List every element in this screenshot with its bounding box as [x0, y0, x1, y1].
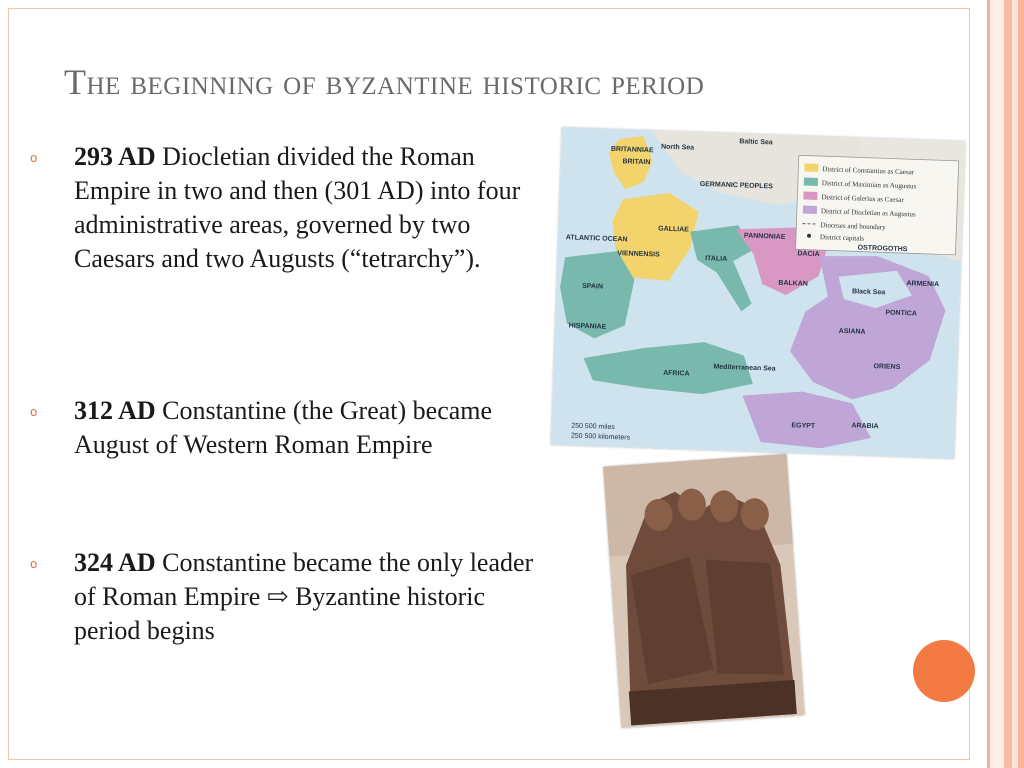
map-label: BALKAN: [778, 279, 809, 288]
legend-label: District of Galerius as Caesar: [821, 193, 904, 205]
slide-title: The beginning of byzantine historic period: [64, 62, 705, 102]
legend-label: District capitals: [819, 233, 865, 243]
map-label: BRITANNIAE: [610, 145, 654, 155]
map-label: PONTICA: [885, 309, 917, 318]
map-label: ORIENS: [873, 363, 901, 372]
map-label: HISPANIAE: [568, 322, 607, 331]
map-label: VIENNENSIS: [617, 250, 660, 259]
map-label: EGYPT: [791, 422, 816, 431]
tetrarchs-statue-image: [603, 454, 805, 728]
map-label: SPAIN: [582, 282, 604, 291]
map-label: BRITAIN: [622, 158, 651, 167]
map-label: AFRICA: [663, 369, 690, 378]
map-label: ATLANTIC OCEAN: [565, 234, 628, 244]
map-label: ASIANA: [838, 327, 866, 336]
bullet-year: 293 AD: [74, 142, 156, 171]
map-label: Baltic Sea: [739, 138, 773, 147]
map-label: ARMENIA: [906, 280, 940, 289]
legend-label: District of Maximian as Augustus: [821, 179, 917, 191]
map-scale: 250 500 kilometers: [570, 432, 631, 442]
bullet-year: 324 AD: [74, 548, 156, 577]
bullet-marker-icon: o: [30, 405, 38, 419]
map-label: ITALIA: [705, 255, 728, 263]
legend-label: District of Diocletian as Augustus: [820, 207, 916, 219]
bullet-item: [30, 394, 540, 462]
bullet-marker-icon: o: [30, 557, 38, 571]
map-label: GERMANIC PEOPLES: [699, 180, 773, 191]
arrow-icon: ⇨: [266, 582, 289, 611]
map-label: GALLIAE: [658, 225, 690, 234]
bullet-year: 312 AD: [74, 396, 156, 425]
map-label: North Sea: [660, 143, 695, 152]
map-label: Mediterranean Sea: [713, 363, 776, 373]
bullet-item: [30, 140, 540, 276]
tetrarchy-map-image: [551, 127, 966, 459]
map-scale: 250 500 miles: [571, 422, 615, 432]
map-label: OSTROGOTHS: [857, 244, 908, 254]
bullet-item: [30, 546, 540, 648]
legend-label: Dioceses and boundary: [820, 221, 886, 232]
decorative-circle: [913, 640, 975, 702]
bullet-marker-icon: o: [30, 151, 38, 165]
bullet-text: Byzantine historic period begins: [74, 582, 485, 645]
bullet-text: Diocletian divided the Roman Empire in two and then (301 AD) into four administrative areas, governed by two Caesars and two Augusts (“tetrarchy”).: [74, 142, 521, 273]
map-label: PANNONIAE: [743, 232, 786, 241]
bullet-text: Constantine (the Great) became August of Western Roman Empire: [74, 396, 493, 459]
bullet-list: [30, 140, 540, 645]
bullet-text: Constantine became the only leader of Roman Empire: [74, 548, 534, 611]
legend-label: District of Constantius as Caesar: [822, 165, 915, 177]
decorative-stripes: [978, 0, 1024, 768]
map-label: ARABIA: [851, 422, 879, 431]
map-label: Black Sea: [851, 288, 886, 297]
map-label: DACIA: [797, 250, 820, 259]
